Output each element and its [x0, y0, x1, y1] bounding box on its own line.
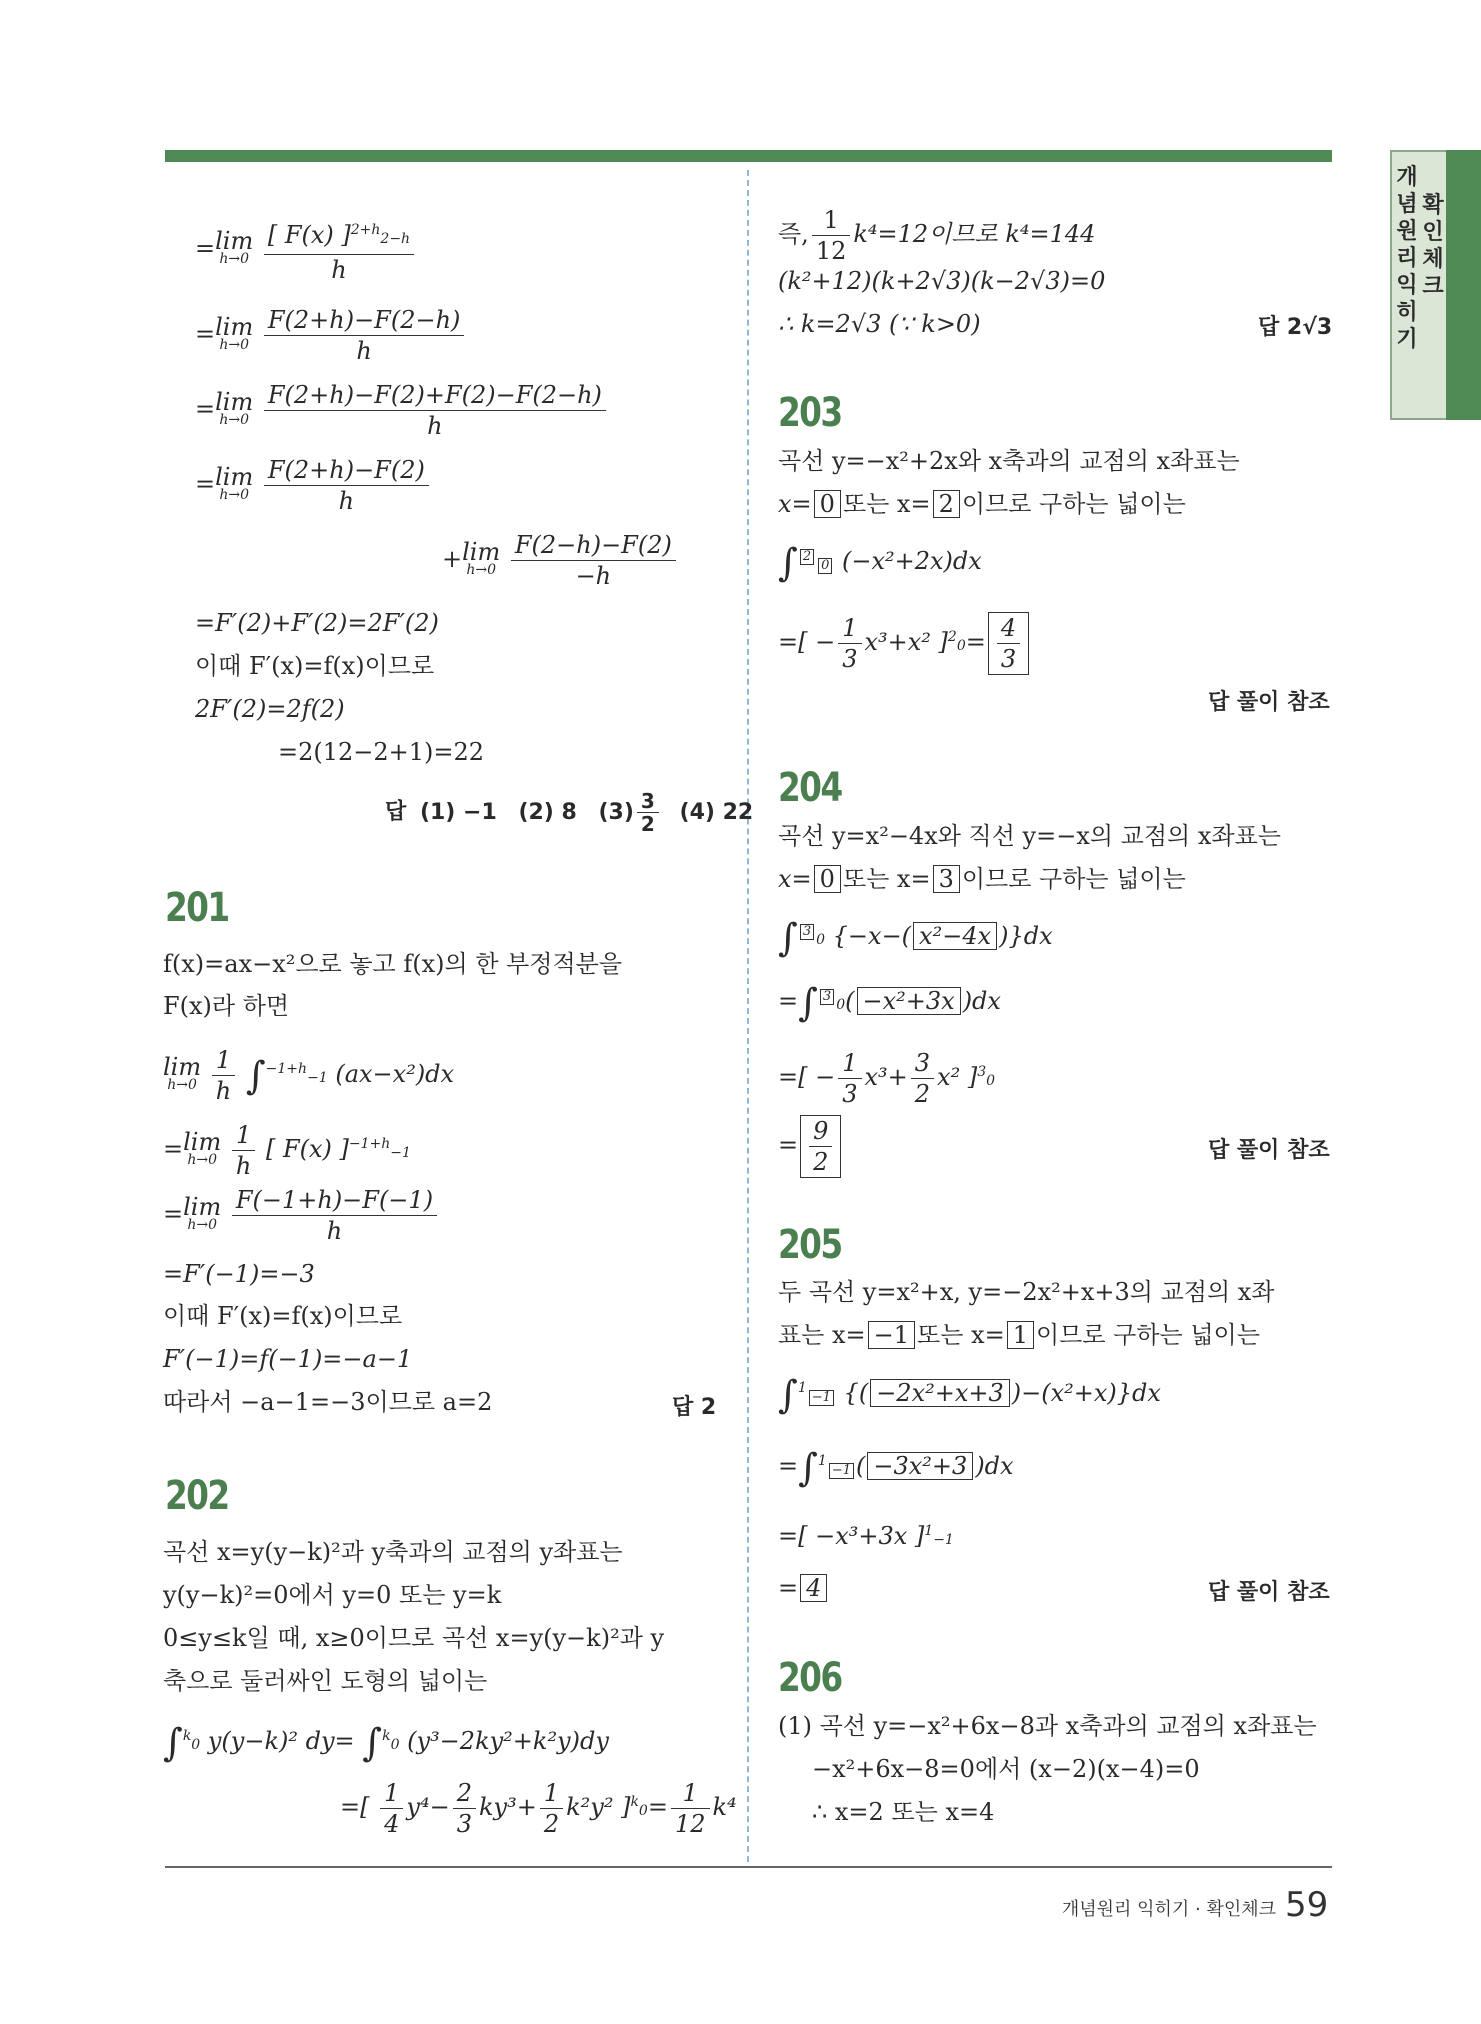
- p205-line-1: 두 곡선 y=x²+x, y=−2x²+x+3의 교점의 x좌: [778, 1278, 1275, 1306]
- answer-200: 답 (1) −1 (2) 8 (3) $\frac{3}{2}$ (4) 22: [385, 789, 754, 836]
- blank-box: 0: [814, 865, 841, 893]
- p205-line-4: =∫$^1$−1 ( −3x²+3 )dx: [778, 1445, 1014, 1490]
- section-side-tab: [1390, 150, 1448, 420]
- p203-line-2: x= 0 또는 x= 2 이므로 구하는 넓이는: [778, 490, 1186, 518]
- p205-line-6: = 4: [778, 1572, 829, 1604]
- p201-line-9: 따라서 −a−1=−3이므로 a=2: [163, 1388, 493, 1416]
- side-tab-char: 히: [1396, 300, 1418, 325]
- p206-line-2: −x²+6x−8=0에서 (x−2)(x−4)=0: [812, 1755, 1200, 1783]
- answer-203: 답 풀이 참조: [1208, 690, 1330, 715]
- problem-number-205: 205: [778, 1222, 842, 1268]
- left-eq-line-1: =lim h→0 $\frac{[ F(x) ]^{2+h}2-h}{h}$: [195, 215, 417, 285]
- side-tab-char: 익: [1396, 273, 1418, 298]
- side-tab-char: 기: [1396, 327, 1418, 352]
- p206-line-1: (1) 곡선 y=−x²+6x−8과 x축과의 교점의 x좌표는: [778, 1712, 1317, 1740]
- answer-202: 답 2√3: [1258, 315, 1333, 340]
- footer-section-title: 개념원리 익히기 · 확인체크: [1061, 1899, 1276, 1920]
- answer-204: 답 풀이 참조: [1208, 1138, 1330, 1163]
- p206-line-3: ∴ x=2 또는 x=4: [812, 1798, 995, 1826]
- left-eq-line-6: =F′(2)+F′(2)=2F′(2): [195, 609, 439, 637]
- problem-number-206: 206: [778, 1655, 842, 1701]
- p204-line-1: 곡선 y=x²−4x와 직선 y=−x의 교점의 x좌표는: [778, 822, 1281, 850]
- side-tab-char: 원: [1396, 219, 1418, 244]
- side-tab-char: 리: [1396, 246, 1418, 271]
- left-eq-line-2: =lim h→0 $\frac{F(2+h)-F(2-h)}{h}$: [195, 305, 467, 366]
- side-tab-char: 체: [1422, 247, 1444, 272]
- p202-line-6: =[ $\frac{1}{4}$ y⁴− $\frac{2}{3}$ ky³+ $\frac{1}{2}$ k²y² ]$^k$0= $\frac{1}{12}$ k⁴: [340, 1779, 737, 1838]
- side-tab-char: 크: [1422, 274, 1444, 299]
- p205-line-5: =[ −x³+3x ]$^1$−1: [778, 1522, 954, 1550]
- left-eq-line-3: =lim h→0 $\frac{F(2+h)-F(2)+F(2)-F(2-h)}{h}$: [195, 380, 609, 441]
- p205-line-3: ∫$^1$−1 {( −2x²+x+3 )−(x²+x)}dx: [778, 1372, 1161, 1417]
- p203-line-4: =[ − $\frac{1}{3}$ x³+x² ]$^2$0= $\frac{4}{3}$: [778, 612, 1031, 675]
- p202-line-4: 축으로 둘러싸인 도형의 넓이는: [163, 1667, 488, 1695]
- p201-line-5: =lim h→0 $\frac{F(-1+h)-F(-1)}{h}$: [163, 1185, 440, 1246]
- p202-line-3: 0≤y≤k일 때, x≥0이므로 곡선 x=y(y−k)²과 y: [163, 1624, 665, 1652]
- p204-line-4: =∫ 30( −x²+3x )dx: [778, 980, 1001, 1025]
- p201-line-7: 이때 F′(x)=f(x)이므로: [163, 1302, 403, 1330]
- right-top-line-2: (k²+12)(k+2√3)(k−2√3)=0: [778, 267, 1106, 295]
- p202-line-5: ∫$^k$0 y(y−k)² dy= ∫$^k$0 (y³−2ky²+k²y)dy: [163, 1720, 609, 1765]
- side-tab-column-1: [1394, 164, 1420, 353]
- left-eq-line-5: +lim h→0 $\frac{F(2-h)-F(2)}{-h}$: [442, 530, 679, 591]
- p203-line-1: 곡선 y=−x²+2x와 x축과의 교점의 x좌표는: [778, 447, 1240, 475]
- p204-line-5: =[ − $\frac{1}{3}$ x³+ $\frac{3}{2}$ x² ]$^3$0: [778, 1049, 996, 1108]
- p203-line-3: ∫ 20 (−x²+2x)dx: [778, 540, 982, 585]
- side-tab-bar: [1446, 150, 1481, 420]
- side-tab-char: 념: [1396, 192, 1418, 217]
- blank-box: 4: [800, 1574, 827, 1602]
- p202-line-1: 곡선 x=y(y−k)²과 y축과의 교점의 y좌표는: [163, 1538, 623, 1566]
- p201-line-6: =F′(−1)=−3: [163, 1260, 315, 1288]
- p202-line-2: y(y−k)²=0에서 y=0 또는 y=k: [163, 1581, 502, 1609]
- p201-line-8: F′(−1)=f(−1)=−a−1: [163, 1345, 413, 1373]
- left-eq-line-8: 2F′(2)=2f(2): [195, 695, 345, 723]
- page-number: 59: [1285, 1885, 1329, 1925]
- side-tab-column-2: [1420, 192, 1446, 300]
- blank-box: 1: [1007, 1321, 1034, 1349]
- column-divider: [747, 170, 749, 1862]
- p201-line-2: F(x)라 하면: [163, 992, 290, 1020]
- left-eq-line-9: =2(12−2+1)=22: [278, 738, 485, 766]
- answer-201: 답 2: [672, 1395, 717, 1420]
- problem-number-202: 202: [165, 1473, 229, 1519]
- side-tab-char: 개: [1396, 165, 1418, 190]
- blank-box: −1: [868, 1321, 915, 1349]
- p204-line-3: ∫ 30 {−x−( x²−4x )}dx: [778, 915, 1053, 960]
- problem-number-203: 203: [778, 390, 842, 436]
- p201-line-4: =lim h→0 $\frac{1}{h}$ [ F(x) ]$^{-1+h}$−1: [163, 1121, 411, 1180]
- right-top-line-3: ∴ k=2√3 (∵ k>0): [778, 310, 981, 338]
- header-rule: [165, 150, 1332, 162]
- blank-box: 2: [933, 490, 960, 518]
- footer-rule: [165, 1866, 1332, 1868]
- blank-box: 0: [814, 490, 841, 518]
- blank-box: 3: [933, 865, 960, 893]
- problem-number-201: 201: [165, 885, 229, 931]
- p204-line-2: x= 0 또는 x= 3 이므로 구하는 넓이는: [778, 865, 1186, 893]
- p201-line-3: lim h→0 $\frac{1}{h}$ ∫$^{-1+h}$−1 (ax−x²)dx: [163, 1046, 455, 1105]
- p205-line-2: 표는 x= −1 또는 x= 1 이므로 구하는 넓이는: [778, 1321, 1260, 1349]
- p201-line-1: f(x)=ax−x²으로 놓고 f(x)의 한 부정적분을: [163, 950, 623, 978]
- p204-line-6: = $\frac{9}{2}$: [778, 1115, 843, 1178]
- problem-number-204: 204: [778, 765, 842, 811]
- left-text-line-7: 이때 F′(x)=f(x)이므로: [195, 652, 435, 680]
- right-top-line-1: 즉, $\frac{1}{12}$ k⁴=12이므로 k⁴=144: [778, 206, 1096, 265]
- side-tab-char: 확: [1422, 193, 1444, 218]
- answer-205: 답 풀이 참조: [1208, 1580, 1330, 1605]
- side-tab-char: 인: [1422, 220, 1444, 245]
- left-eq-line-4: =lim h→0 $\frac{F(2+h)-F(2)}{h}$: [195, 455, 432, 516]
